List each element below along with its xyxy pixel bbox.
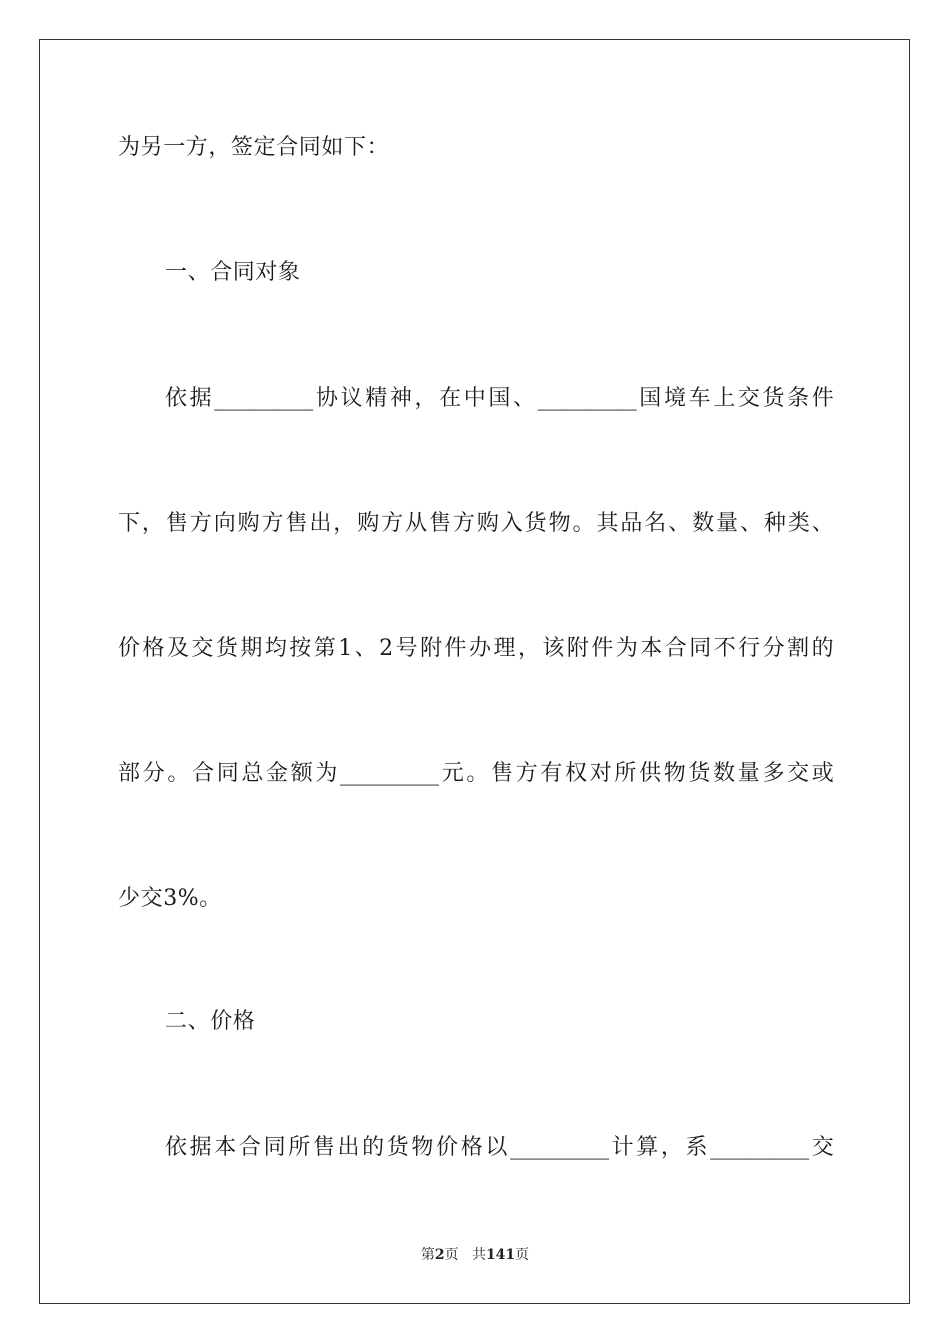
text-glyph: ， — [333, 511, 356, 536]
text-glyph: 出 — [337, 1135, 360, 1160]
text-glyph: 从 — [405, 511, 428, 536]
text-glyph: 按 — [289, 636, 312, 661]
text-glyph: 货 — [688, 761, 711, 786]
text-glyph: 交 — [811, 1135, 834, 1160]
text-glyph: ， — [660, 1135, 683, 1160]
text-glyph: 购 — [237, 511, 260, 536]
text-glyph: 神 — [389, 386, 412, 411]
text-glyph: 据 — [189, 1135, 212, 1160]
text-glyph: 类 — [787, 511, 810, 536]
text-glyph: 依 — [165, 386, 188, 411]
page-footer — [0, 1246, 950, 1264]
text-glyph: 、 — [354, 636, 377, 661]
text-glyph: 、 — [668, 511, 691, 536]
text-glyph: 格 — [460, 1135, 483, 1160]
text-glyph: 方 — [452, 511, 475, 536]
text-glyph: 上 — [713, 386, 736, 411]
text-glyph: 方 — [261, 511, 284, 536]
text-glyph: 该 — [542, 636, 565, 661]
text-glyph: 境 — [663, 386, 686, 411]
text-line-9 — [165, 1133, 834, 1163]
text-glyph: 本 — [640, 636, 663, 661]
text-glyph: 货 — [524, 511, 547, 536]
text-glyph: 方 — [189, 511, 212, 536]
text-line-1: 为另一方，签定合同如下： — [118, 135, 390, 160]
text-glyph: 国 — [488, 386, 511, 411]
text-glyph: 国 — [639, 386, 662, 411]
text-glyph: 下 — [118, 511, 141, 536]
text-glyph: 售 — [491, 761, 514, 786]
footer-total-pages: 141 — [485, 1247, 516, 1263]
text-glyph: ， — [414, 386, 437, 411]
text-glyph: 价 — [436, 1135, 459, 1160]
text-glyph: 算 — [636, 1135, 659, 1160]
text-glyph: 物 — [411, 1135, 434, 1160]
text-glyph: 供 — [639, 761, 662, 786]
footer-total-prefix: 共 — [471, 1247, 486, 1263]
text-glyph: 总 — [241, 761, 264, 786]
text-glyph: 所 — [614, 761, 637, 786]
text-glyph: 以 — [485, 1135, 508, 1160]
text-glyph: 同 — [689, 636, 712, 661]
text-glyph: 交 — [191, 636, 214, 661]
text-glyph: 向 — [213, 511, 236, 536]
text-glyph: 的 — [362, 1135, 385, 1160]
text-glyph: 或 — [811, 761, 834, 786]
text-glyph: 。 — [167, 761, 190, 786]
blank-fill-line: _________ — [340, 761, 440, 786]
text-glyph: 附 — [566, 636, 589, 661]
text-glyph: 为 — [615, 636, 638, 661]
text-glyph: 数 — [713, 761, 736, 786]
text-glyph: 同 — [263, 1135, 286, 1160]
text-glyph: 购 — [357, 511, 380, 536]
footer-total-suffix: 页 — [515, 1247, 530, 1263]
text-glyph: 本 — [214, 1135, 237, 1160]
text-glyph: 在 — [439, 386, 462, 411]
text-glyph: 号 — [395, 636, 418, 661]
text-glyph: 种 — [763, 511, 786, 536]
text-glyph: 量 — [716, 511, 739, 536]
blank-fill-line: _________ — [509, 1135, 609, 1160]
text-glyph: 计 — [611, 1135, 634, 1160]
text-glyph: 同 — [216, 761, 239, 786]
footer-page-number: 2 — [434, 1247, 445, 1263]
text-glyph: 分 — [762, 636, 785, 661]
section-heading-price: 二、价格 — [165, 1009, 256, 1034]
text-glyph: 依 — [165, 1135, 188, 1160]
text-glyph: 合 — [238, 1135, 261, 1160]
text-glyph: 。 — [466, 761, 489, 786]
blank-fill-line: _________ — [710, 1135, 810, 1160]
page-frame — [39, 39, 910, 1304]
text-glyph: 。 — [572, 511, 595, 536]
text-glyph: 精 — [365, 386, 388, 411]
text-glyph: 其 — [596, 511, 619, 536]
text-glyph: 出 — [309, 511, 332, 536]
text-glyph: ， — [141, 511, 164, 536]
text-glyph: 格 — [142, 636, 165, 661]
text-glyph: 品 — [620, 511, 643, 536]
text-glyph: 附 — [420, 636, 443, 661]
text-glyph: 据 — [189, 386, 212, 411]
text-glyph: 及 — [166, 636, 189, 661]
text-glyph: 条 — [787, 386, 810, 411]
text-glyph: 分 — [142, 761, 165, 786]
footer-page-suffix: 页 — [444, 1247, 459, 1263]
text-glyph: 交 — [737, 386, 760, 411]
text-glyph: 件 — [811, 386, 834, 411]
text-glyph: 议 — [340, 386, 363, 411]
text-glyph: 方 — [381, 511, 404, 536]
text-glyph: 1 — [338, 636, 353, 661]
text-glyph: 货 — [215, 636, 238, 661]
text-glyph: 合 — [664, 636, 687, 661]
footer-page-prefix: 第 — [420, 1247, 435, 1263]
text-glyph: 部 — [118, 761, 141, 786]
text-glyph: 所 — [288, 1135, 311, 1160]
text-glyph: 售 — [165, 511, 188, 536]
text-glyph: 行 — [738, 636, 761, 661]
text-glyph: 为 — [315, 761, 338, 786]
text-glyph: 多 — [762, 761, 785, 786]
text-glyph: 办 — [469, 636, 492, 661]
text-glyph: 件 — [591, 636, 614, 661]
text-glyph: 货 — [762, 386, 785, 411]
text-glyph: ， — [517, 636, 540, 661]
text-glyph: 割 — [787, 636, 810, 661]
text-glyph: 合 — [192, 761, 215, 786]
text-glyph: 售 — [285, 511, 308, 536]
text-glyph: 第 — [313, 636, 336, 661]
text-line-3 — [165, 384, 834, 414]
text-glyph: 协 — [315, 386, 338, 411]
text-glyph: 元 — [441, 761, 464, 786]
text-glyph: 物 — [548, 511, 571, 536]
section-heading-contract-object: 一、合同对象 — [165, 260, 301, 285]
text-glyph: 名 — [644, 511, 667, 536]
blank-fill-line: _________ — [214, 386, 314, 411]
text-glyph: 不 — [713, 636, 736, 661]
text-glyph: 中 — [463, 386, 486, 411]
text-glyph: 入 — [500, 511, 523, 536]
text-glyph: 对 — [589, 761, 612, 786]
text-line-7: 少交3%。 — [118, 886, 222, 911]
text-glyph: 、 — [739, 511, 762, 536]
text-glyph: 系 — [685, 1135, 708, 1160]
text-glyph: 数 — [692, 511, 715, 536]
text-glyph: 期 — [240, 636, 263, 661]
text-glyph: 方 — [515, 761, 538, 786]
blank-fill-line: _________ — [537, 386, 637, 411]
text-glyph: 价 — [118, 636, 141, 661]
text-glyph: 货 — [386, 1135, 409, 1160]
text-glyph: 2 — [379, 636, 394, 661]
text-glyph: 交 — [787, 761, 810, 786]
text-glyph: 权 — [565, 761, 588, 786]
text-glyph: 额 — [290, 761, 313, 786]
text-line-4 — [118, 509, 834, 539]
text-glyph: 购 — [476, 511, 499, 536]
text-glyph: 件 — [444, 636, 467, 661]
text-glyph: 物 — [663, 761, 686, 786]
text-glyph: 车 — [688, 386, 711, 411]
text-line-6 — [118, 759, 834, 789]
text-glyph: 有 — [540, 761, 563, 786]
text-glyph: 量 — [737, 761, 760, 786]
text-glyph: 均 — [264, 636, 287, 661]
text-glyph: 的 — [811, 636, 834, 661]
text-glyph: 、 — [513, 386, 536, 411]
text-glyph: 、 — [811, 511, 834, 536]
text-glyph: 售 — [312, 1135, 335, 1160]
text-line-5 — [118, 634, 834, 664]
text-glyph: 理 — [493, 636, 516, 661]
text-glyph: 金 — [266, 761, 289, 786]
text-glyph: 售 — [428, 511, 451, 536]
